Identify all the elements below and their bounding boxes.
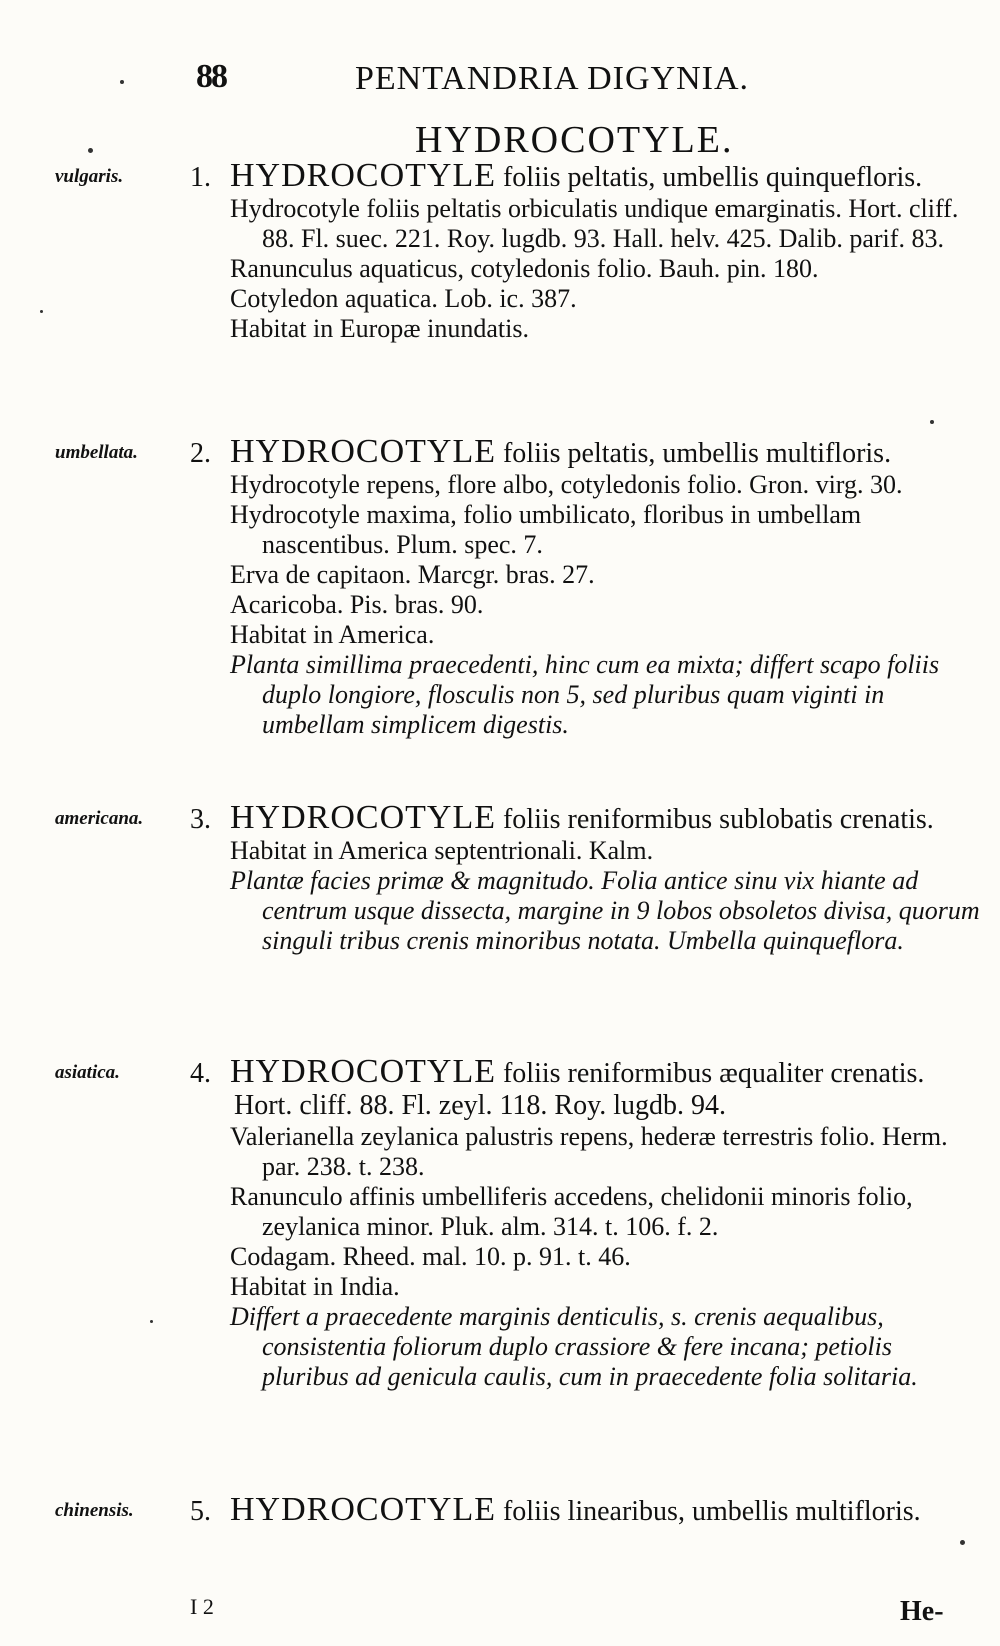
species-genus: HYDROCOTYLE	[230, 157, 496, 194]
observation: Plantæ facies primæ & magnitudo. Folia antice sinu vix hiante ad centrum usque dissecta, margine in 9 lobos obsoletos divisa, quorum singuli tribus crenis minoribus notata. Umbella quinqueflora.	[230, 866, 980, 955]
species-diagnosis: foliis peltatis, umbellis quinquefloris.	[502, 162, 923, 193]
species-genus: HYDROCOTYLE	[230, 1053, 496, 1090]
species-genus: HYDROCOTYLE	[230, 799, 496, 836]
habitat: Habitat in India.	[230, 1272, 400, 1301]
species-genus: HYDROCOTYLE	[230, 1491, 496, 1528]
print-speck	[930, 420, 934, 424]
species-diagnosis: foliis linearibus, umbellis multifloris.	[502, 1496, 921, 1527]
synonym: Erva de capitaon. Marcgr. bras. 27.	[230, 560, 595, 589]
species-entry-4	[190, 1053, 980, 1392]
habitat: Habitat in Europæ inundatis.	[230, 314, 529, 343]
species-diagnosis: foliis reniformibus sublobatis crenatis.	[502, 804, 934, 835]
margin-name-vulgaris: vulgaris.	[55, 166, 124, 187]
habitat: Habitat in America septentrionali. Kalm.	[230, 836, 654, 865]
species-entry-5	[190, 1491, 980, 1528]
synonym: Hydrocotyle foliis peltatis orbiculatis undique emarginatis. Hort. cliff. 88. Fl. suec. 221. Roy. lugdb. 93. Hall. helv. 425. Dalib. parif. 83.	[230, 194, 959, 253]
species-number: 4.	[190, 1058, 211, 1089]
print-speck	[960, 1540, 965, 1545]
species-diagnosis: foliis reniformibus æqualiter crenatis. Hort. cliff. 88. Fl. zeyl. 118. Roy. lugdb. 94.	[234, 1058, 925, 1121]
species-entry-1	[190, 157, 980, 344]
synonym: Hydrocotyle maxima, folio umbilicato, floribus in umbellam nascentibus. Plum. spec. 7.	[230, 500, 862, 559]
print-speck	[88, 148, 93, 153]
species-entry-2	[190, 433, 980, 740]
species-number: 3.	[190, 804, 211, 835]
running-head: PENTANDRIA DIGYNIA.	[355, 60, 750, 97]
page-number: 88	[196, 58, 226, 95]
print-speck	[150, 1320, 153, 1323]
margin-name-americana: americana.	[55, 808, 144, 829]
species-heading	[190, 799, 980, 836]
margin-name-umbellata: umbellata.	[55, 442, 138, 463]
species-genus: HYDROCOTYLE	[230, 433, 496, 470]
synonym: Hydrocotyle repens, flore albo, cotyledonis folio. Gron. virg. 30.	[230, 470, 903, 499]
signature-mark: I 2	[190, 1594, 214, 1619]
synonym: Codagam. Rheed. mal. 10. p. 91. t. 46.	[230, 1242, 631, 1271]
genus-title: HYDROCOTYLE.	[415, 119, 734, 161]
species-number: 1.	[190, 162, 211, 193]
species-entry-3	[190, 799, 980, 956]
synonym: Cotyledon aquatica. Lob. ic. 387.	[230, 284, 577, 313]
species-number: 5.	[190, 1496, 211, 1527]
species-heading	[190, 157, 980, 194]
synonym: Acaricoba. Pis. bras. 90.	[230, 590, 484, 619]
synonym: Valerianella zeylanica palustris repens, hederæ terrestris folio. Herm. par. 238. t. 238.	[230, 1122, 948, 1181]
print-speck	[120, 80, 124, 84]
species-diagnosis: foliis peltatis, umbellis multifloris.	[502, 438, 892, 469]
margin-name-chinensis: chinensis.	[55, 1500, 134, 1521]
synonym: Ranunculo affinis umbelliferis accedens, chelidonii minoris folio, zeylanica minor. Pluk. alm. 314. t. 106. f. 2.	[230, 1182, 913, 1241]
print-speck	[40, 310, 43, 313]
margin-name-asiatica: asiatica.	[55, 1062, 120, 1083]
species-number: 2.	[190, 438, 211, 469]
habitat: Habitat in America.	[230, 620, 435, 649]
observation: Planta simillima praecedenti, hinc cum ea mixta; differt scapo foliis duplo longiore, flosculis non 5, sed pluribus quam viginti in umbellam simplicem digestis.	[230, 650, 940, 739]
species-heading	[190, 1491, 980, 1528]
observation: Differt a praecedente marginis denticulis, s. crenis aequalibus, consistentia foliorum duplo crassiore & fere incana; petiolis pluribus ad genicula caulis, cum in praecedente folia solitaria.	[230, 1302, 918, 1391]
synonym: Ranunculus aquaticus, cotyledonis folio. Bauh. pin. 180.	[230, 254, 819, 283]
species-heading	[190, 433, 980, 470]
species-heading	[190, 1053, 980, 1122]
catchword: He-	[900, 1596, 944, 1627]
